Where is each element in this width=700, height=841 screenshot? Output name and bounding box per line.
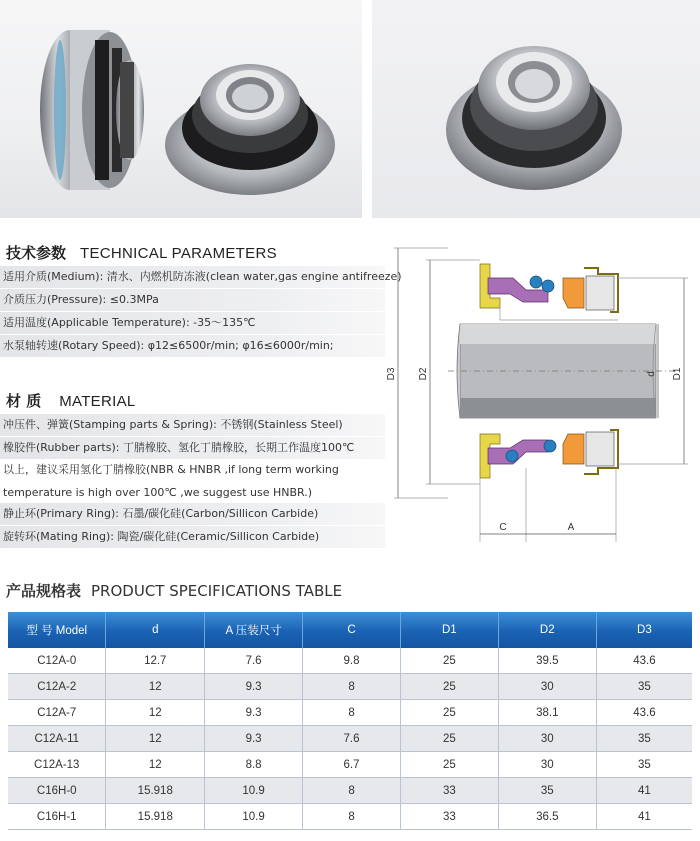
material-value: temperature is high over 100℃ ,we suggest use HNBR.) — [3, 486, 313, 499]
param-label: 适用介质(Medium): — [3, 270, 107, 283]
material-label: 橡胶件(Rubber parts): — [3, 441, 123, 454]
seal-photo-right-illustration — [372, 0, 700, 218]
product-photo-side-views — [0, 0, 362, 218]
material-stamping — [0, 414, 385, 436]
material-value: 石墨/碳化硅(Carbon/Sillicon Carbide) — [122, 507, 319, 520]
param-value: ≤0.3MPa — [109, 293, 159, 306]
cell-d1: 25 — [400, 674, 498, 700]
product-photo-top-view — [372, 0, 700, 218]
cell-d3: 43.6 — [596, 648, 692, 674]
table-row — [8, 674, 692, 700]
header-d1: D1 — [400, 612, 498, 648]
header-a: A 压装尺寸 — [205, 612, 303, 648]
header-d: d — [106, 612, 205, 648]
param-label: 介质压力(Pressure): — [3, 293, 110, 306]
material-mating-ring — [0, 526, 385, 548]
cell-model: C16H-0 — [8, 778, 106, 804]
cell-a: 9.3 — [205, 674, 303, 700]
header-d2: D2 — [498, 612, 596, 648]
cell-d3: 41 — [596, 778, 692, 804]
table-row — [8, 700, 692, 726]
spec-header-row — [8, 612, 692, 648]
seal-photo-left-illustration — [0, 0, 362, 218]
param-temperature — [0, 312, 385, 334]
dim-label-d2: D2 — [418, 367, 429, 381]
bottom-mating-ring — [586, 432, 614, 466]
table-row — [8, 752, 692, 778]
cell-c: 9.8 — [303, 648, 401, 674]
param-rotary-speed — [0, 335, 385, 357]
dim-label-d1: D1 — [672, 367, 683, 381]
material-label: 静止环(Primary Ring): — [3, 507, 123, 520]
cell-d: 15.918 — [106, 804, 205, 830]
cell-d: 12 — [106, 674, 205, 700]
cell-model: C12A-7 — [8, 700, 106, 726]
cell-d: 12 — [106, 726, 205, 752]
spec-title-cn: 产品规格表 — [6, 582, 82, 600]
cell-a: 8.8 — [205, 752, 303, 778]
param-medium — [0, 266, 402, 288]
cell-a: 7.6 — [205, 648, 303, 674]
cell-d2: 30 — [498, 674, 596, 700]
material-primary-ring — [0, 503, 385, 525]
cell-c: 8 — [303, 778, 401, 804]
technical-title-en: TECHNICAL PARAMETERS — [80, 245, 277, 262]
table-row — [8, 648, 692, 674]
material-value: 丁腈橡胶、氢化丁腈橡胶，长期工作温度100℃ — [122, 441, 355, 454]
cell-d1: 33 — [400, 804, 498, 830]
cell-d1: 25 — [400, 752, 498, 778]
material-label: 旋转环(Mating Ring): — [3, 530, 118, 543]
spec-table-title — [6, 580, 342, 601]
cell-d2: 39.5 — [498, 648, 596, 674]
cell-c: 8 — [303, 700, 401, 726]
cell-model: C12A-0 — [8, 648, 106, 674]
cell-d1: 25 — [400, 700, 498, 726]
cell-d: 12.7 — [106, 648, 205, 674]
dim-label-d: d — [646, 371, 657, 377]
cell-a: 9.3 — [205, 726, 303, 752]
cell-a: 10.9 — [205, 804, 303, 830]
technical-title-cn: 技术参数 — [6, 244, 67, 262]
cell-a: 9.3 — [205, 700, 303, 726]
table-row — [8, 726, 692, 752]
photo-divider — [362, 0, 372, 218]
material-value: 不锈钢(Stainless Steel) — [220, 418, 343, 431]
cell-d3: 35 — [596, 674, 692, 700]
cell-d1: 25 — [400, 648, 498, 674]
material-title-en: MATERIAL — [59, 393, 136, 410]
table-row — [8, 778, 692, 804]
header-model: 型 号 Model — [8, 612, 106, 648]
material-rubber-note-1 — [0, 459, 385, 481]
cell-d2: 38.1 — [498, 700, 596, 726]
cell-model: C12A-13 — [8, 752, 106, 778]
spec-title-en: PRODUCT SPECIFICATIONS TABLE — [91, 582, 343, 600]
material-value: 陶瓷/碳化硅(Ceramic/Sillicon Carbide) — [117, 530, 320, 543]
param-value: φ12≤6500r/min; φ16≤6000r/min; — [147, 339, 334, 352]
cell-c: 7.6 — [303, 726, 401, 752]
dim-label-c: C — [499, 522, 507, 533]
technical-parameters-title — [6, 242, 277, 263]
top-spring-ring — [530, 276, 542, 288]
cell-d3: 43.6 — [596, 700, 692, 726]
material-label: 冲压件、弹簧(Stamping parts & Spring): — [3, 418, 221, 431]
cell-model: C12A-2 — [8, 674, 106, 700]
cell-d3: 35 — [596, 752, 692, 778]
bottom-primary-ring — [563, 434, 584, 464]
cell-d: 15.918 — [106, 778, 205, 804]
cell-model: C12A-11 — [8, 726, 106, 752]
cell-d: 12 — [106, 752, 205, 778]
cell-d2: 30 — [498, 726, 596, 752]
top-primary-ring — [563, 278, 584, 308]
param-pressure — [0, 289, 385, 311]
cell-model: C16H-1 — [8, 804, 106, 830]
dim-label-d3: D3 — [386, 367, 397, 381]
cell-d2: 35 — [498, 778, 596, 804]
cell-d2: 30 — [498, 752, 596, 778]
material-rubber — [0, 437, 385, 459]
cell-d: 12 — [106, 700, 205, 726]
material-title-cn: 材 质 — [6, 392, 42, 410]
param-value: 清水、内燃机防冻液(clean water,gas engine antifreeze) — [106, 270, 402, 283]
cell-c: 8 — [303, 674, 401, 700]
seal-cross-section-diagram — [388, 238, 700, 548]
bottom-spring-ring — [506, 450, 518, 462]
top-mating-ring — [586, 276, 614, 310]
cell-d1: 25 — [400, 726, 498, 752]
table-row — [8, 804, 692, 830]
material-title — [6, 390, 136, 411]
cell-d3: 41 — [596, 804, 692, 830]
dim-label-a: A — [567, 522, 575, 533]
param-value: -35～135℃ — [193, 316, 256, 329]
header-c: C — [303, 612, 401, 648]
cell-c: 8 — [303, 804, 401, 830]
cell-c: 6.7 — [303, 752, 401, 778]
cell-d3: 35 — [596, 726, 692, 752]
cell-d2: 36.5 — [498, 804, 596, 830]
param-label: 水泵轴转速(Rotary Speed): — [3, 339, 148, 352]
header-d3: D3 — [596, 612, 692, 648]
material-value: 以上，建议采用氢化丁腈橡胶(NBR & HNBR ,if long term working — [3, 463, 339, 476]
param-label: 适用温度(Applicable Temperature): — [3, 316, 194, 329]
material-rubber-note-2 — [0, 482, 385, 504]
cell-d1: 33 — [400, 778, 498, 804]
spec-table — [8, 612, 692, 830]
cell-a: 10.9 — [205, 778, 303, 804]
